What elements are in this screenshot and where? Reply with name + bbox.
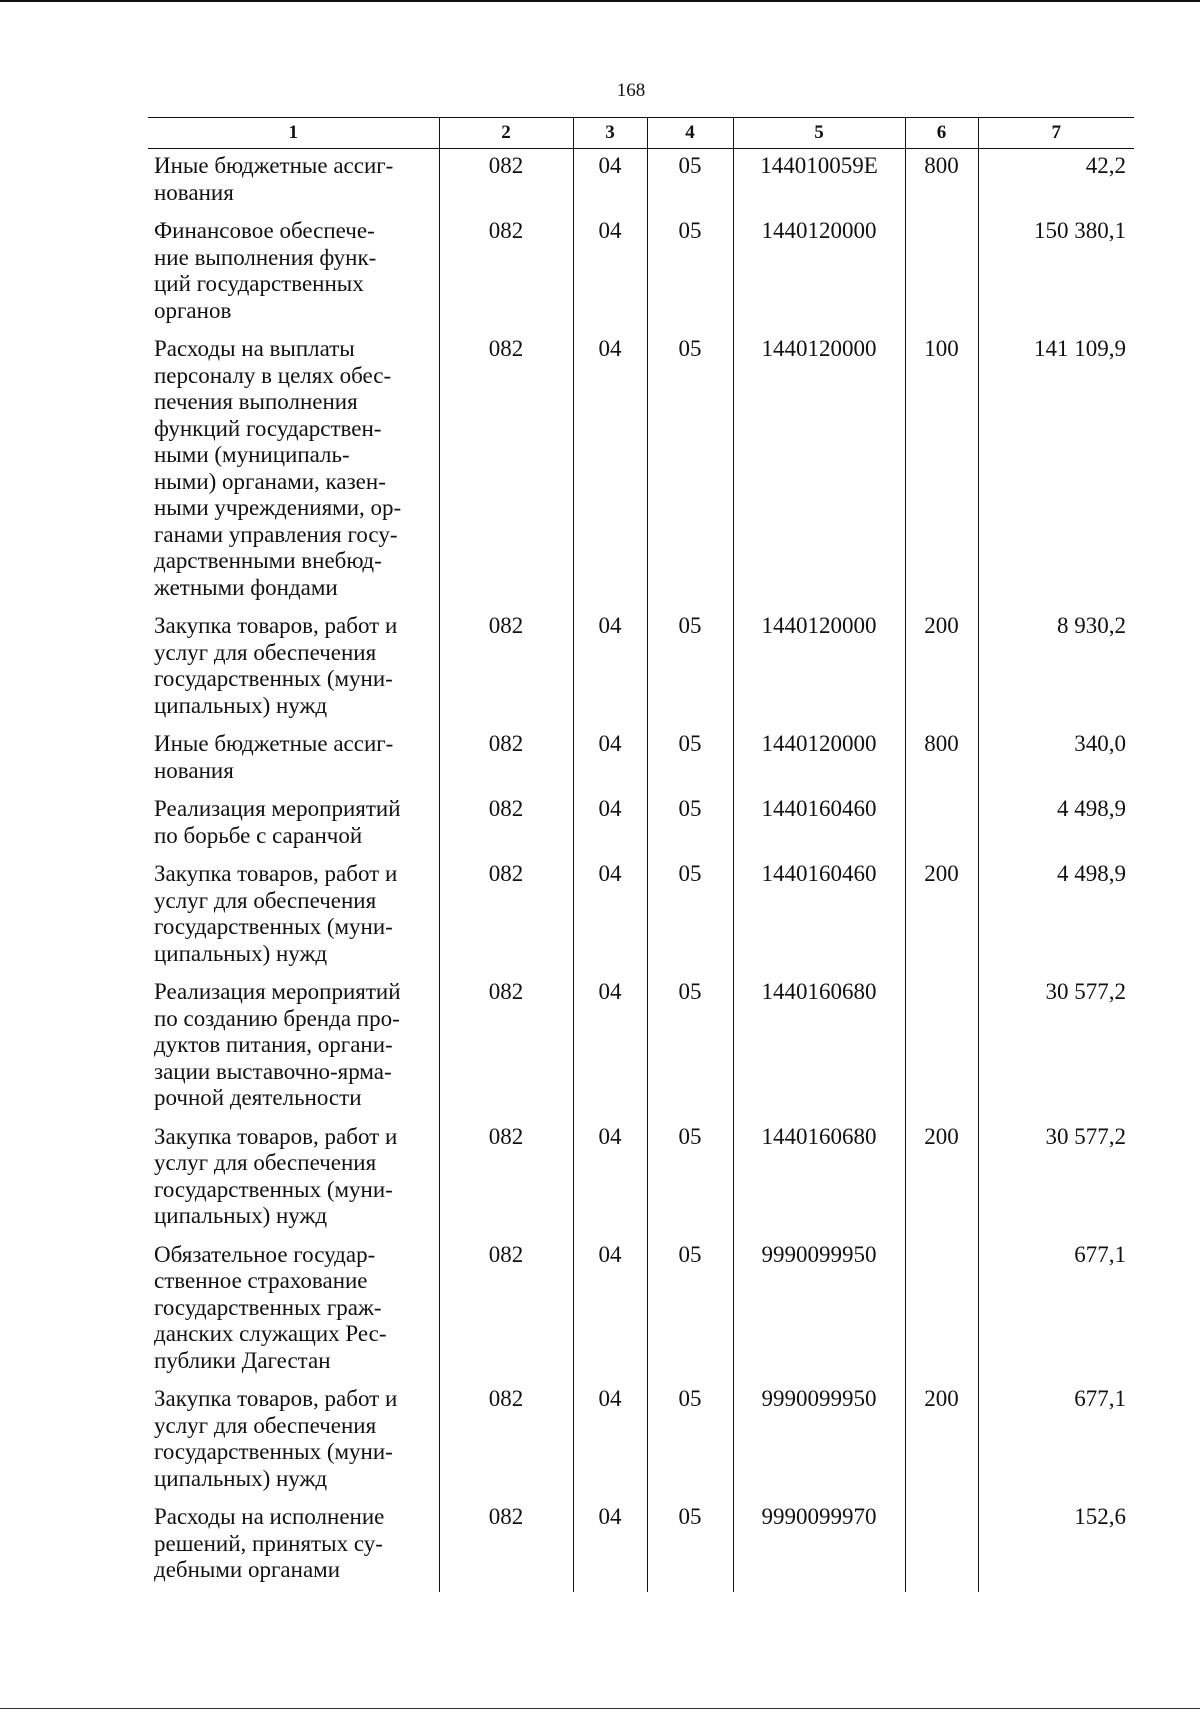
row-code-target: 1440160460: [733, 857, 905, 975]
row-code-ministry: 082: [439, 1382, 573, 1500]
table-row: [148, 975, 1134, 1120]
row-code-section: 04: [573, 792, 647, 857]
table-row: [148, 857, 1134, 975]
row-code-expense-type: 200: [905, 1382, 978, 1500]
row-code-section: 04: [573, 1500, 647, 1592]
row-amount: 42,2: [978, 149, 1134, 215]
row-code-section: 04: [573, 1238, 647, 1383]
column-header-7: 7: [978, 118, 1134, 149]
row-code-target: 1440160680: [733, 1120, 905, 1238]
row-code-subsection: 05: [647, 1120, 733, 1238]
table-row: [148, 1382, 1134, 1500]
row-description: Реализация мероприятий по созданию бренда про- дуктов питания, органи- зации выставочно-ярма- рочной деятельности: [154, 979, 401, 1110]
row-amount: 677,1: [978, 1382, 1134, 1500]
row-code-ministry: 082: [439, 214, 573, 332]
row-code-expense-type: [905, 975, 978, 1120]
row-code-subsection: 05: [647, 857, 733, 975]
row-description: Закупка товаров, работ и услуг для обеспечения государственных (муни- ципальных) нужд: [154, 613, 398, 718]
row-description: Закупка товаров, работ и услуг для обеспечения государственных (муни- ципальных) нужд: [154, 861, 398, 966]
table-body: [148, 149, 1134, 1592]
row-description: Закупка товаров, работ и услуг для обеспечения государственных (муни- ципальных) нужд: [154, 1386, 398, 1491]
table-row: [148, 792, 1134, 857]
row-code-subsection: 05: [647, 792, 733, 857]
row-code-section: 04: [573, 727, 647, 792]
row-description: Расходы на исполнение решений, принятых су- дебными органами: [154, 1504, 385, 1582]
row-code-section: 04: [573, 1120, 647, 1238]
column-header-5: 5: [733, 118, 905, 149]
row-code-section: 04: [573, 1382, 647, 1500]
table-row: [148, 149, 1134, 215]
column-header-6: 6: [905, 118, 978, 149]
row-code-ministry: 082: [439, 727, 573, 792]
row-description: Иные бюджетные ассиг- нования: [154, 153, 394, 205]
row-code-expense-type: 800: [905, 727, 978, 792]
row-code-target: 1440120000: [733, 609, 905, 727]
row-description: Реализация мероприятий по борьбе с саранчой: [154, 796, 401, 848]
row-code-target: 9990099950: [733, 1382, 905, 1500]
page-number: 168: [616, 80, 646, 101]
row-code-section: 04: [573, 149, 647, 215]
row-amount: 340,0: [978, 727, 1134, 792]
row-code-subsection: 05: [647, 1238, 733, 1383]
row-code-section: 04: [573, 332, 647, 609]
row-code-ministry: 082: [439, 975, 573, 1120]
row-amount: 8 930,2: [978, 609, 1134, 727]
row-code-expense-type: 200: [905, 1120, 978, 1238]
row-description: Закупка товаров, работ и услуг для обеспечения государственных (муни- ципальных) нужд: [154, 1123, 398, 1228]
row-code-subsection: 05: [647, 1500, 733, 1592]
row-description: Финансовое обеспече- ние выполнения функ- ций государственных органов: [154, 218, 377, 323]
row-code-ministry: 082: [439, 332, 573, 609]
row-code-expense-type: 200: [905, 857, 978, 975]
table-row: [148, 1500, 1134, 1592]
row-amount: 150 380,1: [978, 214, 1134, 332]
table-row: [148, 214, 1134, 332]
row-description: Иные бюджетные ассиг- нования: [154, 731, 394, 783]
row-code-expense-type: [905, 1238, 978, 1383]
row-code-expense-type: [905, 792, 978, 857]
row-amount: 30 577,2: [978, 1120, 1134, 1238]
row-amount: 4 498,9: [978, 857, 1134, 975]
table-row: [148, 609, 1134, 727]
column-header-3: 3: [573, 118, 647, 149]
row-code-ministry: 082: [439, 149, 573, 215]
row-code-target: 9990099970: [733, 1500, 905, 1592]
budget-table: [148, 117, 1134, 1592]
table-row: [148, 1120, 1134, 1238]
row-amount: 677,1: [978, 1238, 1134, 1383]
row-code-subsection: 05: [647, 975, 733, 1120]
row-code-target: 1440160680: [733, 975, 905, 1120]
row-code-target: 1440120000: [733, 214, 905, 332]
row-code-ministry: 082: [439, 1238, 573, 1383]
row-code-target: 144010059Е: [733, 149, 905, 215]
row-code-subsection: 05: [647, 727, 733, 792]
row-amount: 4 498,9: [978, 792, 1134, 857]
row-code-subsection: 05: [647, 609, 733, 727]
row-code-subsection: 05: [647, 149, 733, 215]
row-code-section: 04: [573, 975, 647, 1120]
row-code-section: 04: [573, 609, 647, 727]
row-code-ministry: 082: [439, 792, 573, 857]
row-code-subsection: 05: [647, 214, 733, 332]
row-description: Расходы на выплаты персоналу в целях обес- печения выполнения функций государствен- ными (муниципаль- ными) органами, казен- ными учреждениями, ор- ганами управления госу- дарственными внебюд- жетными фондами: [154, 336, 402, 600]
row-code-target: 9990099950: [733, 1238, 905, 1383]
top-border-line: [0, 0, 1200, 2]
row-code-ministry: 082: [439, 609, 573, 727]
column-header-4: 4: [647, 118, 733, 149]
table-header-row: [148, 118, 1134, 149]
row-code-ministry: 082: [439, 1500, 573, 1592]
row-code-target: 1440120000: [733, 332, 905, 609]
row-amount: 30 577,2: [978, 975, 1134, 1120]
row-code-target: 1440160460: [733, 792, 905, 857]
row-code-expense-type: 200: [905, 609, 978, 727]
column-header-1: 1: [148, 118, 439, 149]
table-row: [148, 727, 1134, 792]
row-amount: 152,6: [978, 1500, 1134, 1592]
row-code-expense-type: 800: [905, 149, 978, 215]
row-code-target: 1440120000: [733, 727, 905, 792]
column-header-2: 2: [439, 118, 573, 149]
row-code-subsection: 05: [647, 332, 733, 609]
row-code-subsection: 05: [647, 1382, 733, 1500]
row-code-expense-type: [905, 1500, 978, 1592]
row-amount: 141 109,9: [978, 332, 1134, 609]
row-description: Обязательное государ- ственное страхование государственных граж- данских служащих Рес- публики Дагестан: [154, 1241, 387, 1373]
row-code-section: 04: [573, 214, 647, 332]
row-code-expense-type: 100: [905, 332, 978, 609]
bottom-border-line: [0, 1708, 1200, 1709]
row-code-ministry: 082: [439, 857, 573, 975]
row-code-expense-type: [905, 214, 978, 332]
row-code-section: 04: [573, 857, 647, 975]
row-code-ministry: 082: [439, 1120, 573, 1238]
table-row: [148, 332, 1134, 609]
table-row: [148, 1238, 1134, 1383]
